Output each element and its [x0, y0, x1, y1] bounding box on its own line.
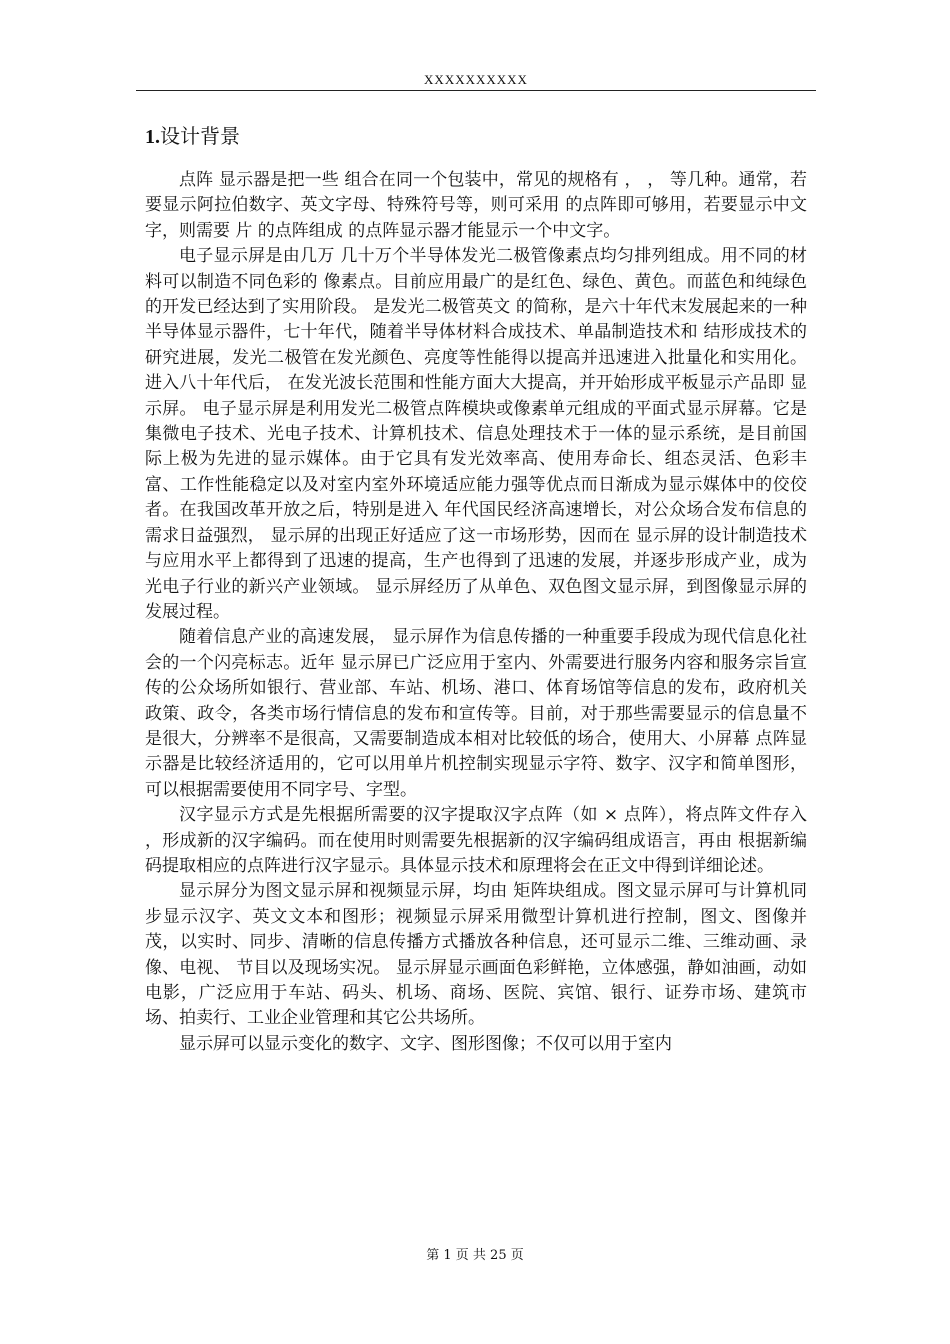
paragraph-3: 随着信息产业的高速发展， 显示屏作为信息传播的一种重要手段成为现代信息化社会的一个闪亮标志。近年 显示屏已广泛应用于室内、外需要进行服务内容和服务宗旨宣传的公众场所如银行、营业部、车站、机场、港口、体育场馆等信息的发布，政府机关政策、政令，各类市场行情信息的发布和宣传等。目前，对于那些需要显示的信息量不是很大，分辨率不是很高，又需要制造成本相对比较低的场合，使用大、小屏幕 点阵显示器是比较经济适用的，它可以用单片机控制实现显示字符、数字、汉字和简单图形，可以根据需要使用不同字号、字型。: [145, 627, 807, 800]
paragraph-1: 点阵 显示器是把一些 组合在同一个包装中，常见的规格有 ， ， 等几种。通常，若要显示阿拉伯数字、英文字母、特殊符号等，则可采用 的点阵即可够用，若要显示中文字，则需要 片 的点阵组成 的点阵显示器才能显示一个中文字。: [145, 170, 807, 241]
section-title: 设计背景: [160, 124, 240, 148]
body-text: [145, 168, 807, 1057]
section-heading: [145, 122, 240, 151]
section-number: 1.: [145, 126, 160, 148]
paragraph-5: 显示屏分为图文显示屏和视频显示屏，均由 矩阵块组成。图文显示屏可与计算机同步显示汉字、英文文本和图形；视频显示屏采用微型计算机进行控制，图文、图像并茂，以实时、同步、清晰的信息传播方式播放各种信息，还可显示二维、三维动画、录像、电视、 节目以及现场实况。 显示屏显示画面色彩鲜艳，立体感强，静如油画，动如电影，广泛应用于车站、码头、机场、商场、医院、宾馆、银行、证券市场、建筑市场、拍卖行、工业企业管理和其它公共场所。: [145, 881, 807, 1029]
paragraph-4: 汉字显示方式是先根据所需要的汉字提取汉字点阵（如 × 点阵），将点阵文件存入 ，形成新的汉字编码。而在使用时则需要先根据新的汉字编码组成语言，再由 根据新编码提取相应的点阵进行汉字显示。具体显示技术和原理将会在正文中得到详细论述。: [145, 805, 807, 876]
paragraph-6: 显示屏可以显示变化的数字、文字、图形图像；不仅可以用于室内: [179, 1033, 672, 1054]
page-footer: 第 1 页 共 25 页: [426, 1248, 524, 1263]
page-header: XXXXXXXXXX: [136, 72, 816, 91]
paragraph-2: 电子显示屏是由几万 几十万个半导体发光二极管像素点均匀排列组成。用不同的材料可以制造不同色彩的 像素点。目前应用最广的是红色、绿色、黄色。而蓝色和纯绿色 的开发已经达到了实用阶段。 是发光二极管英文 的简称，是六十年代末发展起来的一种半导体显示器件，七十年代，随着半导体材料合成技术、单晶制造技术和 结形成技术的研究进展，发光二极管在发光颜色、亮度等性能得以提高并迅速进入批量化和实用化。进入八十年代后， 在发光波长范围和性能方面大大提高，并开始形成平板显示产品即 显示屏。 电子显示屏是利用发光二极管点阵模块或像素单元组成的平面式显示屏幕。它是集微电子技术、光电子技术、计算机技术、信息处理技术于一体的显示系统，是目前国际上极为先进的显示媒体。由于它具有发光效率高、使用寿命长、组态灵活、色彩丰富、工作性能稳定以及对室内室外环境适应能力强等优点而日渐成为显示媒体中的佼佼者。在我国改革开放之后，特别是进入 年代国民经济高速增长，对公众场合发布信息的需求日益强烈， 显示屏的出现正好适应了这一市场形势，因而在 显示屏的设计制造技术与应用水平上都得到了迅速的提高，生产也得到了迅速的发展，并逐步形成产业，成为光电子行业的新兴产业领域。 显示屏经历了从单色、双色图文显示屏，到图像显示屏的发展过程。: [145, 246, 807, 622]
